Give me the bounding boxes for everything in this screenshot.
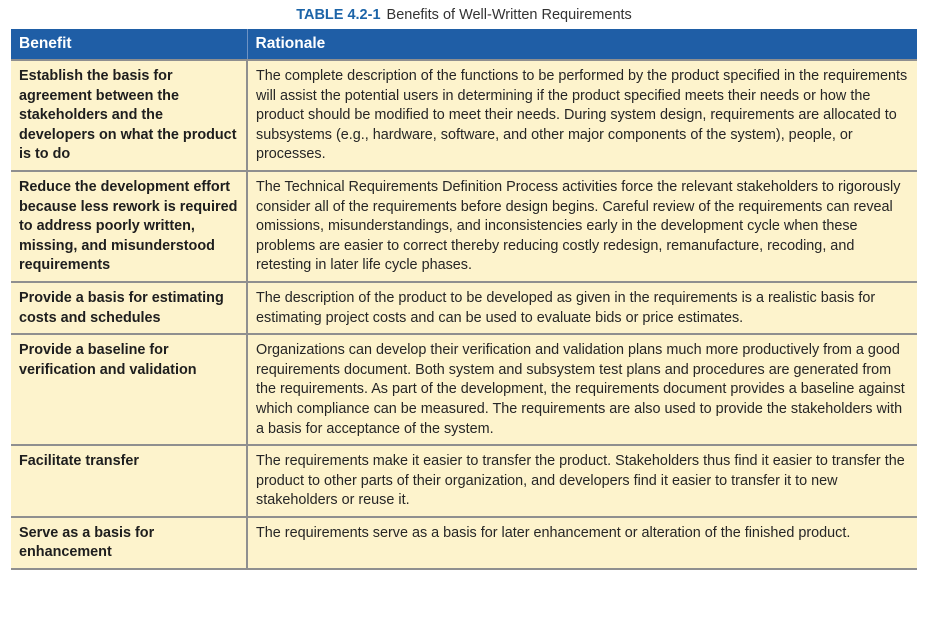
benefits-table-container (11, 29, 917, 570)
rationale-cell: The requirements serve as a basis for later enhancement or alteration of the finished product. (247, 517, 917, 569)
benefit-cell: Provide a baseline for verification and validation (11, 334, 247, 445)
table-row (11, 171, 917, 282)
table-row (11, 445, 917, 517)
benefit-cell: Serve as a basis for enhancement (11, 517, 247, 569)
header-benefit: Benefit (11, 29, 247, 60)
benefit-cell: Establish the basis for agreement between the stakeholders and the developers on what the product is to do (11, 60, 247, 171)
header-rationale: Rationale (247, 29, 917, 60)
table-number: TABLE 4.2-1 (296, 7, 381, 23)
table-row (11, 517, 917, 569)
rationale-cell: The Technical Requirements Definition Process activities force the relevant stakeholders to rigorously consider all of the requirements before design begins. Careful review of the requirements can reveal omissions, misunderstandings, and inconsistencies early in the development cycle when these problems are easier to correct thereby reducing costly redesign, remanufacture, recoding, and retesting in later life cycle phases. (247, 171, 917, 282)
table-row (11, 334, 917, 445)
rationale-cell: Organizations can develop their verification and validation plans much more productively from a good requirements document. Both system and subsystem test plans and procedures are generated from the requirements. As part of the development, the requirements document provides a baseline against which compliance can be measured. The requirements are also used to provide the stakeholders with a basis for acceptance of the system. (247, 334, 917, 445)
table-body (11, 60, 917, 569)
rationale-cell: The complete description of the functions to be performed by the product specified in the requirements will assist the potential users in determining if the product specified meets their needs or how the product should be modified to meet their needs. During system design, requirements are allocated to subsystems (e.g., hardware, software, and other major components of the system), people, or processes. (247, 60, 917, 171)
table-caption (0, 6, 928, 24)
table-header (11, 29, 917, 60)
benefit-cell: Reduce the development effort because less rework is required to address poorly written, missing, and misunderstood requirements (11, 171, 247, 282)
header-row (11, 29, 917, 60)
table-row (11, 282, 917, 334)
table-title: Benefits of Well-Written Requirements (386, 7, 632, 23)
rationale-cell: The requirements make it easier to transfer the product. Stakeholders thus find it easier to transfer the product to other parts of their organization, and developers find it easier to transfer it to new stakeholders or reuse it. (247, 445, 917, 517)
rationale-cell: The description of the product to be developed as given in the requirements is a realistic basis for estimating project costs and can be used to evaluate bids or price estimates. (247, 282, 917, 334)
benefit-cell: Facilitate transfer (11, 445, 247, 517)
benefits-table (11, 29, 917, 570)
benefit-cell: Provide a basis for estimating costs and schedules (11, 282, 247, 334)
table-row (11, 60, 917, 171)
